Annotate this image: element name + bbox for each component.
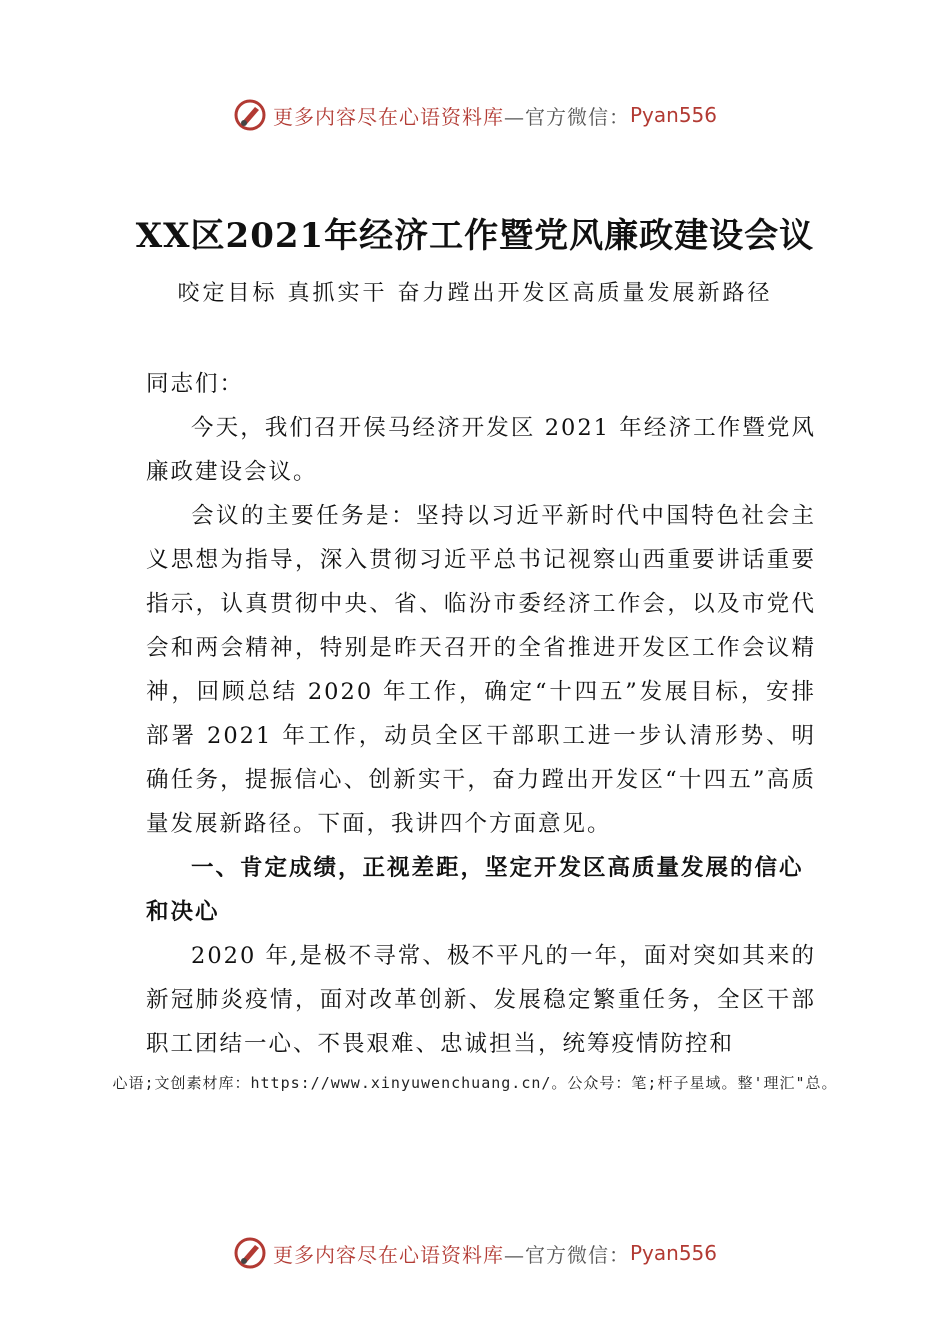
footer-note: 心语;文创素材库：https://www.xinyuwenchuang.cn/。公众号：笔;杆子星域。整'理汇"总。 — [112, 1074, 838, 1092]
brush-circle-logo-icon — [233, 98, 267, 132]
bottom-banner — [0, 1233, 950, 1273]
document-body — [146, 362, 816, 1066]
banner-wechat-id: Pyan556 — [629, 1241, 717, 1265]
banner-wechat-id: Pyan556 — [629, 103, 717, 127]
paragraph-tasks: 会议的主要任务是：坚持以习近平新时代中国特色社会主义思想为指导，深入贯彻习近平总书记视察山西重要讲话重要指示，认真贯彻中央、省、临汾市委经济工作会，以及市党代会和两会精神，特别是昨天召开的全省推进开发区工作会议精神，回顾总结 2020 年工作，确定“十四五”发展目标，安排部署 2021 年工作，动员全区干部职工进一步认清形势、明确任务，提振信心、创新实干，奋力蹚出开发区“十四五”高质量发展新路径。下面，我讲四个方面意见。 — [146, 503, 816, 837]
banner-text-gray: —官方微信： — [503, 104, 630, 129]
document-subtitle: 咬定目标 真抓实干 奋力蹚出开发区高质量发展新路径 — [177, 281, 773, 306]
paragraph-section1: 2020 年,是极不寻常、极不平凡的一年，面对突如其来的新冠肺炎疫情，面对改革创新、发展稳定繁重任务，全区干部职工团结一心、不畏艰难、忠诚担当，统筹疫情防控和 — [146, 943, 816, 1057]
section-heading-1: 一、肯定成绩，正视差距，坚定开发区高质量发展的信心和决心 — [146, 855, 804, 925]
brush-circle-logo-icon — [233, 1236, 267, 1270]
paragraph-intro: 今天，我们召开侯马经济开发区 2021 年经济工作暨党风廉政建设会议。 — [146, 415, 816, 485]
salutation: 同志们： — [146, 371, 245, 397]
top-banner — [0, 95, 950, 135]
banner-text-red: 更多内容尽在心语资料库 — [272, 104, 504, 129]
document-title: XX区2021年经济工作暨党风廉政建设会议 — [135, 216, 815, 256]
banner-text-gray: —官方微信： — [503, 1242, 630, 1267]
banner-text-red: 更多内容尽在心语资料库 — [272, 1242, 504, 1267]
